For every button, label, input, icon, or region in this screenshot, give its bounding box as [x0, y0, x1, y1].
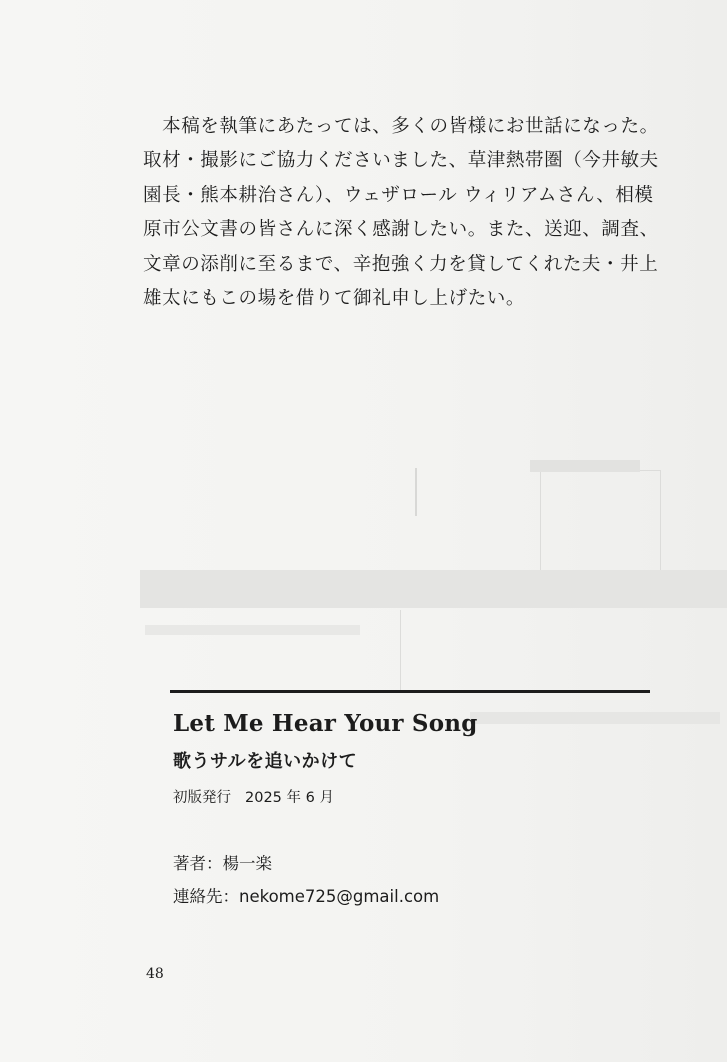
bleed-through-line — [540, 470, 541, 570]
bleed-through-text-block — [530, 460, 640, 472]
acknowledgment-line: 原市公文書の皆さんに深く感謝したい。また、送迎、調査、 — [143, 219, 659, 241]
bleed-through-line — [660, 470, 661, 570]
author-label: 著者： — [173, 854, 223, 873]
acknowledgment-line: 園長・熊本耕治さん）、ウェザロール ウィリアムさん、相模 — [143, 184, 654, 206]
contact-line — [173, 883, 439, 907]
edition-label: 初版発行 — [173, 790, 231, 806]
bleed-through-line — [400, 610, 401, 690]
author-name: 楊一楽 — [222, 854, 272, 873]
acknowledgment-line: 本稿を執筆にあたっては、多くの皆様にお世話になった。 — [143, 116, 659, 137]
bleed-through-text-block — [145, 625, 360, 635]
edition-date: 2025 年 6 月 — [245, 790, 334, 806]
acknowledgment-line: 文章の添削に至るまで、辛抱強く力を貸してくれた夫・井上 — [143, 253, 659, 275]
acknowledgment-line: 雄太にもこの場を借りて御礼申し上げたい。 — [143, 288, 526, 310]
bleed-through-band — [140, 570, 727, 608]
contact-email: nekome725@gmail.com — [239, 887, 440, 906]
bleed-through-text-block — [470, 712, 720, 724]
book-title: Let Me Hear Your Song — [173, 710, 478, 737]
author-line — [173, 850, 272, 874]
bleed-through-text-block — [225, 468, 417, 516]
colophon-divider — [170, 690, 650, 693]
contact-label: 連絡先： — [173, 887, 239, 906]
acknowledgment-line: 取材・撮影にご協力くださいました、草津熱帯圏（今井敏夫 — [143, 150, 659, 172]
book-subtitle: 歌うサルを追いかけて — [173, 751, 358, 772]
acknowledgment-paragraph — [143, 110, 683, 316]
page-number: 48 — [146, 966, 164, 982]
edition-info — [173, 786, 334, 807]
